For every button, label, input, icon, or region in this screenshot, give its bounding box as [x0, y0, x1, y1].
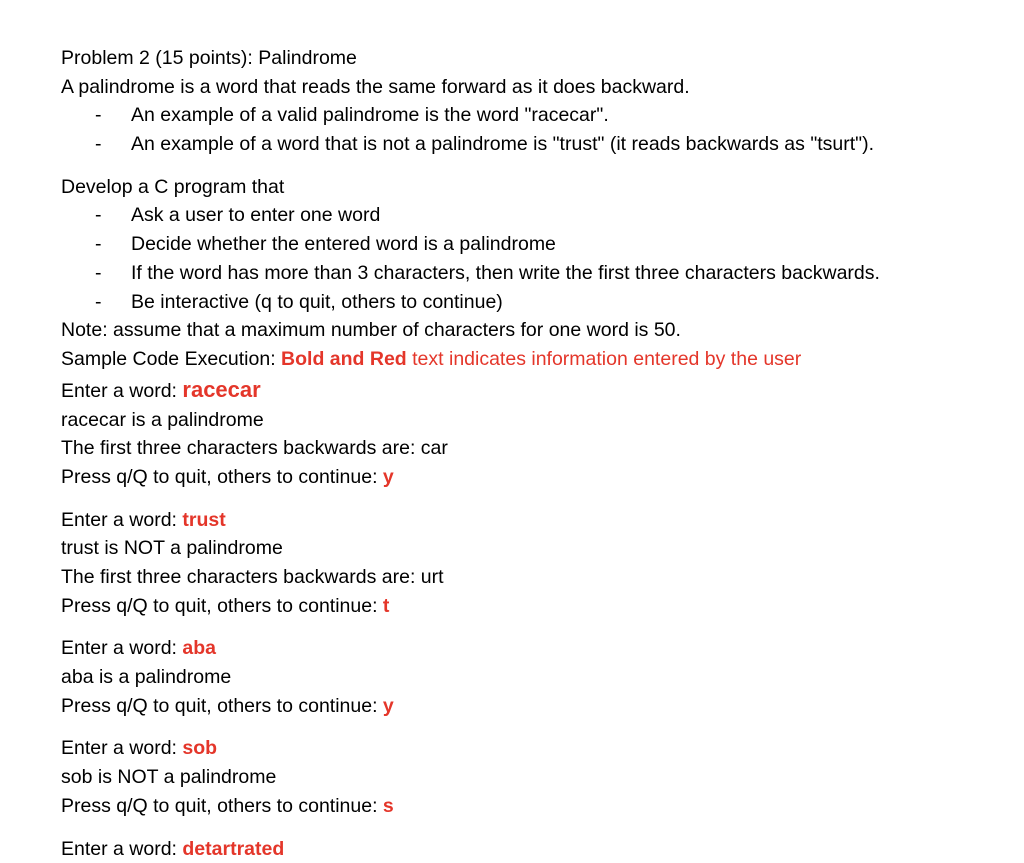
bullet-dash: - — [95, 233, 102, 256]
sample-rest: text indicates information entered by the user — [406, 347, 802, 370]
user-input-continue: y — [382, 465, 394, 488]
user-input-continue: y — [382, 694, 394, 717]
result-line: trust is NOT a palindrome — [61, 537, 283, 560]
quit-prompt-line — [61, 592, 1001, 621]
result-line: aba is a palindrome — [61, 666, 232, 689]
requirement-text: If the word has more than 3 characters, then write the first three characters backwards. — [131, 261, 880, 284]
bullet-dash: - — [95, 133, 102, 156]
requirement-text: Ask a user to enter one word — [131, 204, 381, 227]
user-input-continue: s — [382, 794, 394, 817]
enter-word-prompt: Enter a word: — [61, 737, 183, 760]
quit-prompt: Press q/Q to quit, others to continue: — [61, 465, 383, 488]
example-text: An example of a valid palindrome is the word "racecar". — [131, 104, 609, 127]
example-item — [61, 101, 1001, 130]
enter-word-line — [61, 634, 1001, 663]
enter-word-line — [61, 374, 1001, 406]
user-input-word: trust — [182, 508, 226, 531]
enter-word-prompt: Enter a word: — [61, 637, 183, 660]
quit-prompt-line — [61, 692, 1001, 721]
sample-execution-label — [61, 345, 1001, 374]
problem-title: Problem 2 (15 points): Palindrome — [61, 47, 357, 69]
requirement-item — [61, 259, 1001, 288]
requirement-item — [61, 201, 1001, 230]
requirement-text: Decide whether the entered word is a palindrome — [131, 233, 556, 256]
bullet-dash: - — [95, 261, 102, 284]
result-line: sob is NOT a palindrome — [61, 766, 277, 789]
quit-prompt: Press q/Q to quit, others to continue: — [61, 794, 383, 817]
example-item — [61, 130, 1001, 159]
bullet-dash: - — [95, 204, 102, 227]
quit-prompt: Press q/Q to quit, others to continue: — [61, 694, 383, 717]
problem-intro: A palindrome is a word that reads the same forward as it does backward. — [61, 75, 690, 98]
document-page — [61, 44, 1001, 863]
enter-word-line — [61, 506, 1001, 535]
quit-prompt-line — [61, 792, 1001, 821]
sample-bold-red: Bold and Red — [281, 347, 407, 370]
result-line: racecar is a palindrome — [61, 408, 264, 431]
backwards-line: The first three characters backwards are: urt — [61, 566, 444, 588]
enter-word-prompt: Enter a word: — [61, 508, 183, 531]
user-input-word: aba — [182, 637, 216, 660]
develop-heading: Develop a C program that — [61, 175, 285, 198]
enter-word-prompt: Enter a word: — [61, 837, 183, 860]
bullet-dash: - — [95, 104, 102, 127]
note-text: Note: assume that a maximum number of characters for one word is 50. — [61, 319, 681, 342]
enter-word-line — [61, 835, 1001, 863]
user-input-word: detartrated — [182, 837, 285, 860]
user-input-word: sob — [182, 737, 218, 760]
enter-word-line — [61, 734, 1001, 763]
quit-prompt: Press q/Q to quit, others to continue: — [61, 594, 383, 617]
quit-prompt-line — [61, 463, 1001, 492]
user-input-word: racecar — [182, 376, 261, 402]
enter-word-prompt: Enter a word: — [61, 379, 183, 402]
requirement-item — [61, 288, 1001, 317]
requirement-text: Be interactive (q to quit, others to continue) — [131, 290, 503, 313]
backwards-line: The first three characters backwards are: car — [61, 437, 448, 460]
requirement-item — [61, 230, 1001, 259]
user-input-continue: t — [382, 594, 390, 617]
sample-label: Sample Code Execution: — [61, 347, 282, 370]
example-text: An example of a word that is not a palindrome is "trust" (it reads backwards as "tsurt"). — [131, 133, 874, 156]
bullet-dash: - — [95, 290, 102, 313]
